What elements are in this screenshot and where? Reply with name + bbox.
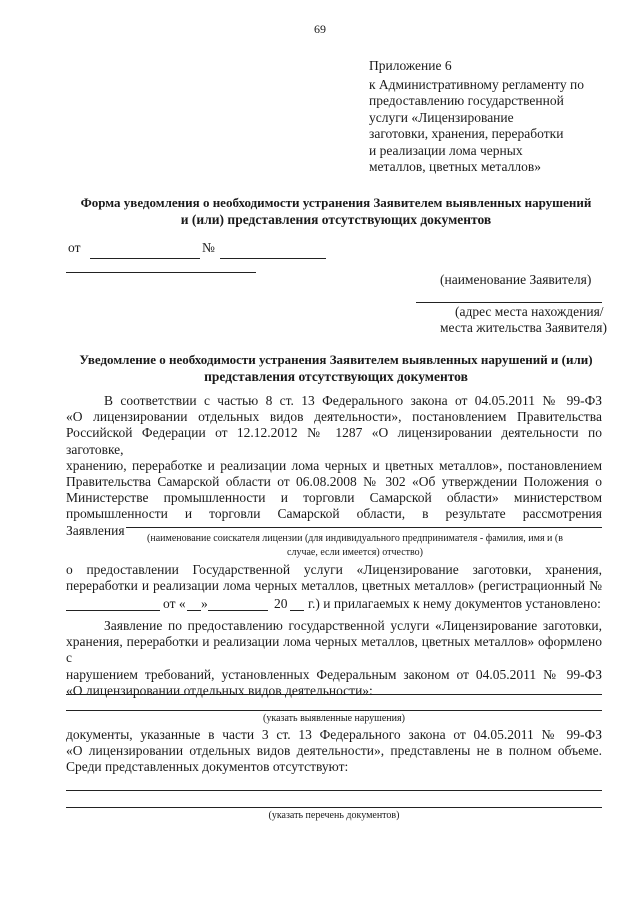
year-field-line bbox=[290, 610, 304, 611]
appendix-line: услуги «Лицензирование bbox=[369, 109, 514, 125]
date-quote-close: » bbox=[201, 596, 208, 611]
text-line: Заявление по предоставлению государственной услуги «Лицензирование заготовки, bbox=[104, 618, 602, 633]
text-line: промышленности и торговли Самарской области, в результате рассмотрения bbox=[66, 506, 602, 522]
from-label: от bbox=[68, 240, 81, 255]
notice-title-line: представления отсутствующих документов bbox=[204, 368, 468, 384]
paragraph-documents bbox=[66, 727, 602, 776]
appendix-block bbox=[369, 58, 584, 176]
text-line: «О лицензировании отдельных видов деятельности», представлены не в полном объеме. bbox=[66, 743, 602, 759]
documents-field-line bbox=[66, 790, 602, 791]
signature-field-line bbox=[66, 272, 256, 273]
text-line: «О лицензировании отдельных видов деятельности»: bbox=[66, 682, 373, 698]
address-caption: места жительства Заявителя) bbox=[440, 320, 607, 335]
date-end-text: г.) и прилагаемых к нему документов установлено: bbox=[308, 596, 601, 611]
appendix-line: и реализации лома черных bbox=[369, 142, 523, 158]
appendix-line: заготовки, хранения, переработки bbox=[369, 126, 564, 141]
violations-field-line bbox=[66, 710, 602, 711]
appendix-line: металлов, цветных металлов» bbox=[369, 159, 541, 174]
year-prefix: 20 bbox=[274, 596, 288, 611]
text-line: о предоставлении Государственной услуги «Лицензирование заготовки, хранения, bbox=[66, 562, 602, 577]
text-line: хранения, переработки и реализации лома черных металлов, цветных металлов» оформлено с bbox=[66, 634, 602, 666]
form-title-line: Форма уведомления о необходимости устранения Заявителем выявленных нарушений bbox=[80, 195, 592, 210]
month-field-line bbox=[208, 610, 268, 611]
appendix-line: предоставлению государственной bbox=[369, 93, 564, 108]
applicant-field-line bbox=[126, 527, 602, 528]
date-from-label: от « bbox=[163, 596, 186, 611]
violations-caption: (указать выявленные нарушения) bbox=[263, 713, 405, 724]
text-line: «О лицензировании отдельных видов деятельности», постановлением Правительства bbox=[66, 409, 602, 425]
day-field-line bbox=[187, 610, 201, 611]
address-caption: (адрес места нахождения/ bbox=[455, 304, 604, 319]
appendix-title: Приложение 6 bbox=[369, 58, 452, 73]
reg-number-field-line bbox=[66, 610, 160, 611]
documents-field-line bbox=[66, 807, 602, 808]
applicant-name-caption: (наименование Заявителя) bbox=[440, 272, 592, 287]
text-line: Министерстве промышленности и торговли Самарской области» министерством bbox=[66, 490, 602, 506]
caption-line: (наименование соискателя лицензии (для индивидуального предпринимателя - фамилия, имя и (в bbox=[147, 533, 563, 544]
text-line: документы, указанные в части 3 ст. 13 Федерального закона от 04.05.2011 № 99-ФЗ bbox=[66, 727, 602, 742]
number-field-line bbox=[220, 258, 326, 259]
notice-title-line: Уведомление о необходимости устранения Заявителем выявленных нарушений и (или) bbox=[79, 352, 593, 367]
paragraph-violations bbox=[66, 618, 602, 699]
applicant-caption bbox=[100, 532, 610, 560]
appendix-line: к Административному регламенту по bbox=[369, 76, 585, 92]
form-title bbox=[62, 195, 610, 228]
date-field-line bbox=[90, 258, 200, 259]
text-line: нарушением требований, установленных Федеральным законом от 04.05.2011 № 99-ФЗ bbox=[66, 666, 602, 682]
address-field-line bbox=[416, 302, 602, 303]
paragraph-service bbox=[66, 562, 602, 594]
text-line: хранению, переработке и реализации лома черных и цветных металлов», постановлением bbox=[66, 457, 602, 473]
paragraph-legal-basis bbox=[66, 393, 602, 539]
text-line: Заявления bbox=[66, 522, 125, 538]
text-line: Российской Федерации от 12.12.2012 № 1287 «О лицензировании деятельности по заготовке, bbox=[66, 425, 602, 457]
text-line: Среди представленных документов отсутствуют: bbox=[66, 759, 349, 775]
documents-caption: (указать перечень документов) bbox=[268, 810, 400, 821]
number-label: № bbox=[202, 240, 215, 255]
text-line: Правительства Самарской области от 06.08.2008 № 302 «Об утверждении Положения о bbox=[66, 474, 602, 490]
text-line: переработки и реализации лома черных металлов, цветных металлов» (регистрационный № bbox=[66, 578, 602, 594]
caption-line: случае, если имеется) отчество) bbox=[287, 547, 423, 558]
page-number: 69 bbox=[314, 22, 326, 36]
form-title-line: и (или) представления отсутствующих документов bbox=[180, 211, 492, 227]
text-line: В соответствии с частью 8 ст. 13 Федерального закона от 04.05.2011 № 99-ФЗ bbox=[104, 393, 602, 408]
notice-title bbox=[62, 352, 610, 385]
violations-field-line bbox=[66, 694, 602, 695]
